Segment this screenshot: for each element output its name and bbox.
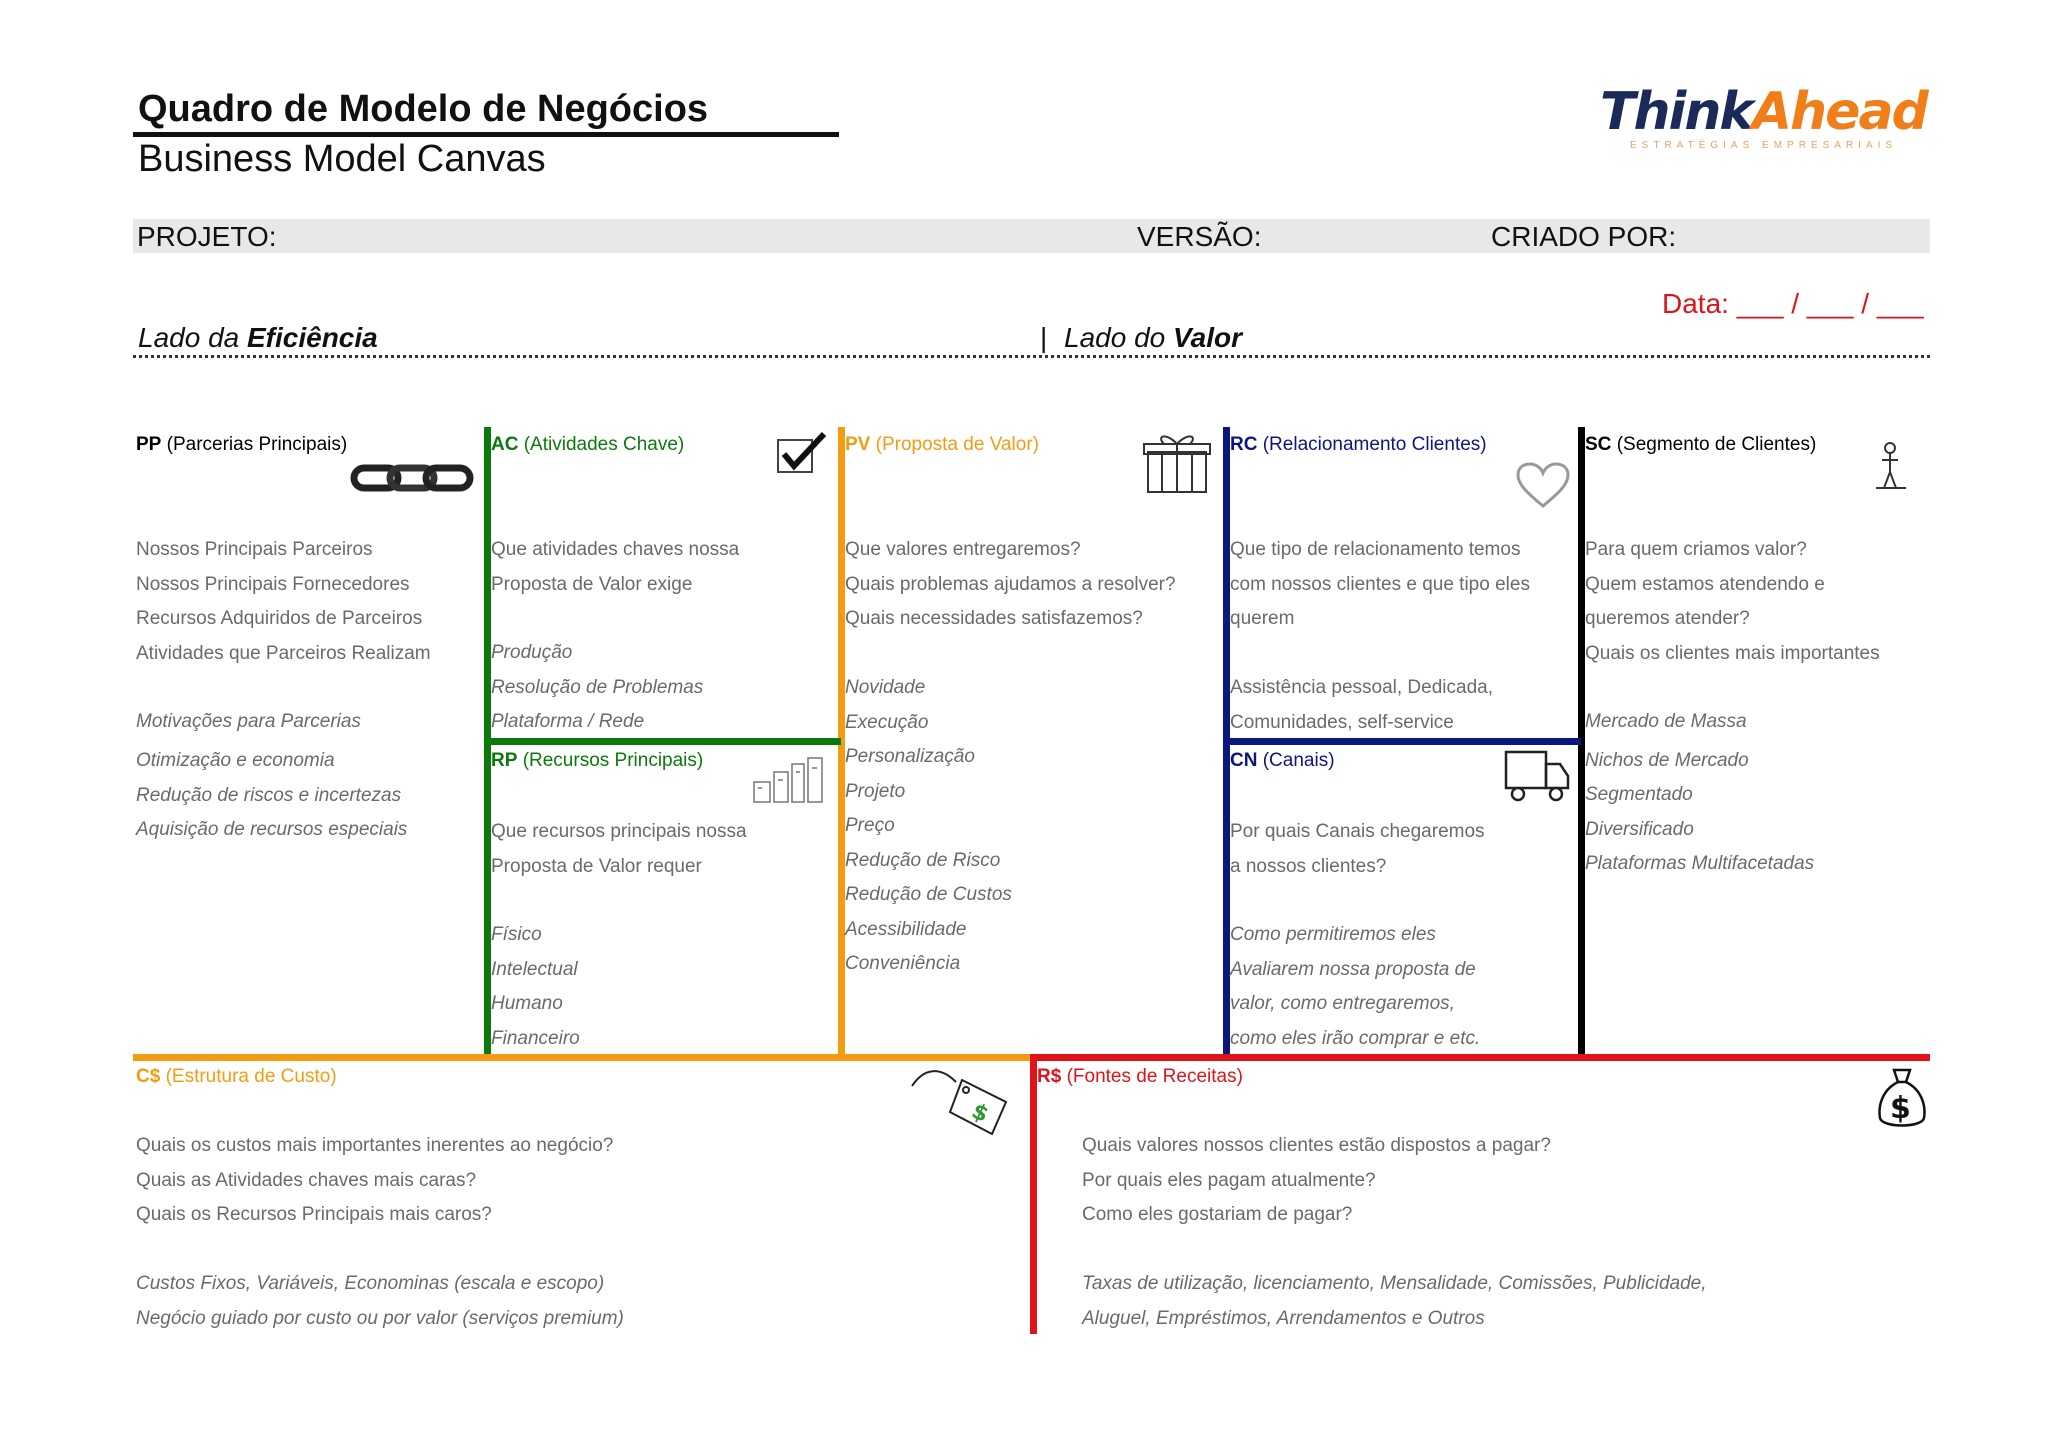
efficiency-side-label bbox=[138, 322, 378, 354]
sc-example: Segmentado bbox=[1585, 784, 1693, 805]
page-subtitle: Business Model Canvas bbox=[138, 138, 546, 180]
rp-example: Financeiro bbox=[491, 1027, 580, 1049]
cn-questions bbox=[1230, 815, 1485, 884]
pv-header bbox=[845, 434, 1039, 456]
rp-example: Intelectual bbox=[491, 958, 578, 980]
rc-question: Que tipo de relacionamento temos bbox=[1230, 539, 1521, 560]
rp-questions bbox=[491, 815, 747, 884]
cn-question: Por quais Canais chegaremos bbox=[1230, 821, 1485, 842]
rs-code: R$ bbox=[1037, 1066, 1062, 1087]
cn-example: Como permitiremos eles bbox=[1230, 924, 1436, 945]
revenue-left-border bbox=[1030, 1054, 1037, 1334]
created-by-label: CRIADO POR: bbox=[1491, 221, 1677, 252]
sc-question: Para quem criamos valor? bbox=[1585, 539, 1807, 560]
sc-question: queremos atender? bbox=[1585, 608, 1750, 629]
cs-name: (Estrutura de Custo) bbox=[165, 1066, 337, 1087]
rc-question: com nossos clientes e que tipo eles bbox=[1230, 573, 1530, 595]
thinkahead-logo bbox=[1600, 82, 1927, 162]
sc-name: (Segmento de Clientes) bbox=[1616, 434, 1817, 455]
rc-example: Comunidades, self-service bbox=[1230, 711, 1454, 733]
rs-header bbox=[1037, 1066, 1243, 1088]
ac-question: Proposta de Valor exige bbox=[491, 573, 693, 595]
pv-name: (Proposta de Valor) bbox=[875, 434, 1039, 455]
rc-question: querem bbox=[1230, 608, 1295, 629]
rc-example: Assistência pessoal, Dedicada, bbox=[1230, 677, 1493, 698]
rp-name: (Recursos Principais) bbox=[522, 750, 704, 771]
sc-questions bbox=[1585, 533, 1880, 671]
ac-example: Plataforma / Rede bbox=[491, 711, 645, 732]
sc-example: Diversificado bbox=[1585, 818, 1694, 840]
ac-examples bbox=[491, 636, 703, 740]
cs-question: Quais os Recursos Principais mais caros? bbox=[136, 1204, 492, 1225]
date-field: Data: ___ / ___ / ___ bbox=[1662, 288, 1924, 319]
pv-example: Redução de Risco bbox=[845, 849, 1001, 871]
logo-ahead-text: Ahead bbox=[1751, 82, 1927, 142]
pp-question: Nossos Principais Parceiros bbox=[136, 539, 373, 560]
pp-example: Otimização e economia bbox=[136, 750, 335, 771]
rp-example: Físico bbox=[491, 924, 542, 945]
cs-code: C$ bbox=[136, 1066, 161, 1087]
logo-tagline: ESTRATÉGIAS EMPRESARIAIS bbox=[1630, 140, 1898, 151]
pp-question: Nossos Principais Fornecedores bbox=[136, 573, 410, 595]
sc-example: Plataformas Multifacetadas bbox=[1585, 853, 1815, 874]
person-icon bbox=[1870, 440, 1910, 492]
cn-code: CN bbox=[1230, 750, 1258, 771]
heart-icon bbox=[1516, 462, 1570, 510]
ac-example: Resolução de Problemas bbox=[491, 676, 704, 698]
rp-examples bbox=[491, 918, 580, 1056]
rs-question: Como eles gostariam de pagar? bbox=[1082, 1204, 1353, 1225]
rs-question: Quais valores nossos clientes estão dispostos a pagar? bbox=[1082, 1135, 1551, 1156]
value-bold: Valor bbox=[1173, 322, 1242, 353]
pv-example: Projeto bbox=[845, 780, 906, 802]
pp-example: Redução de riscos e incertezas bbox=[136, 784, 402, 806]
ac-code: AC bbox=[491, 434, 519, 455]
pp-examples-title: Motivações para Parcerias bbox=[136, 711, 361, 732]
pv-code: PV bbox=[845, 434, 871, 455]
efficiency-prefix: Lado da bbox=[138, 322, 240, 353]
pp-examples bbox=[136, 744, 407, 848]
cn-question: a nossos clientes? bbox=[1230, 855, 1387, 877]
pv-example: Execução bbox=[845, 711, 929, 733]
truck-icon bbox=[1504, 748, 1570, 804]
svg-text:$: $ bbox=[1890, 1091, 1911, 1126]
rc-examples bbox=[1230, 671, 1493, 740]
sc-question: Quem estamos atendendo e bbox=[1585, 573, 1825, 595]
cs-example: Custos Fixos, Variáveis, Econominas (escala e escopo) bbox=[136, 1273, 605, 1294]
price-tag-icon bbox=[910, 1064, 1020, 1136]
value-prefix: Lado do bbox=[1064, 322, 1166, 353]
rp-question: Que recursos principais nossa bbox=[491, 821, 747, 842]
rs-example: Aluguel, Empréstimos, Arrendamentos e Outros bbox=[1082, 1307, 1485, 1329]
chain-icon bbox=[350, 462, 474, 494]
rp-header bbox=[491, 750, 703, 772]
cs-question: Quais os custos mais importantes inerentes ao negócio? bbox=[136, 1135, 614, 1156]
rp-code: RP bbox=[491, 750, 518, 771]
pv-question: Quais necessidades satisfazemos? bbox=[845, 608, 1143, 629]
pv-question: Que valores entregaremos? bbox=[845, 539, 1081, 560]
pv-examples bbox=[845, 671, 1012, 982]
rc-name: (Relacionamento Clientes) bbox=[1262, 434, 1487, 455]
pv-example: Preço bbox=[845, 815, 895, 836]
rs-questions bbox=[1082, 1129, 1551, 1233]
logo-think-text: Think bbox=[1600, 82, 1752, 142]
rp-example: Humano bbox=[491, 993, 563, 1014]
cn-name: (Canais) bbox=[1262, 750, 1335, 771]
cost-top-border bbox=[133, 1054, 1033, 1061]
version-label: VERSÃO: bbox=[1137, 221, 1262, 252]
pp-question: Recursos Adquiridos de Parceiros bbox=[136, 608, 423, 629]
money-bag-icon bbox=[1876, 1066, 1928, 1132]
pp-code: PP bbox=[136, 434, 162, 455]
cs-header bbox=[136, 1066, 337, 1088]
checkmark-icon bbox=[774, 430, 828, 476]
cn-example: valor, como entregaremos, bbox=[1230, 993, 1455, 1014]
pv-example: Redução de Custos bbox=[845, 884, 1012, 905]
cs-questions bbox=[136, 1129, 613, 1233]
cs-examples bbox=[136, 1267, 624, 1336]
rs-example: Taxas de utilização, licenciamento, Mensalidade, Comissões, Publicidade, bbox=[1082, 1273, 1707, 1294]
value-side-label bbox=[1064, 322, 1242, 354]
page-title: Quadro de Modelo de Negócios bbox=[138, 88, 709, 130]
rs-name: (Fontes de Receitas) bbox=[1066, 1066, 1243, 1087]
pv-questions bbox=[845, 533, 1176, 637]
cn-example: como eles irão comprar e etc. bbox=[1230, 1027, 1481, 1049]
pv-example: Conveniência bbox=[845, 953, 961, 974]
pp-name: (Parcerias Principais) bbox=[166, 434, 348, 455]
ac-questions bbox=[491, 533, 739, 602]
sc-example: Nichos de Mercado bbox=[1585, 749, 1749, 771]
title-underline bbox=[133, 132, 839, 137]
rc-code: RC bbox=[1230, 434, 1258, 455]
rs-examples bbox=[1082, 1267, 1707, 1336]
sc-code: SC bbox=[1585, 434, 1612, 455]
pv-example: Acessibilidade bbox=[845, 918, 967, 940]
pp-questions bbox=[136, 533, 431, 671]
dotted-divider bbox=[133, 355, 1930, 358]
sc-question: Quais os clientes mais importantes bbox=[1585, 642, 1880, 664]
ac-name: (Atividades Chave) bbox=[523, 434, 685, 455]
pp-question: Atividades que Parceiros Realizam bbox=[136, 642, 431, 664]
ac-question: Que atividades chaves nossa bbox=[491, 539, 740, 560]
side-separator: | bbox=[1040, 322, 1048, 353]
project-label: PROJETO: bbox=[137, 221, 277, 252]
cn-header bbox=[1230, 750, 1335, 772]
sc-example: Mercado de Massa bbox=[1585, 711, 1747, 732]
pp-example: Aquisição de recursos especiais bbox=[136, 819, 408, 840]
pp-header bbox=[136, 434, 347, 456]
cs-question: Quais as Atividades chaves mais caras? bbox=[136, 1169, 477, 1191]
cs-example: Negócio guiado por custo ou por valor (serviços premium) bbox=[136, 1307, 624, 1329]
cn-examples bbox=[1230, 918, 1480, 1056]
sc-header bbox=[1585, 434, 1816, 456]
efficiency-bold: Eficiência bbox=[247, 322, 378, 353]
rc-questions bbox=[1230, 533, 1530, 637]
rc-header bbox=[1230, 434, 1487, 456]
ac-header bbox=[491, 434, 684, 456]
cn-example: Avaliarem nossa proposta de bbox=[1230, 958, 1476, 980]
factory-icon bbox=[752, 756, 826, 804]
gift-icon bbox=[1142, 430, 1212, 496]
project-info-bar bbox=[133, 219, 1930, 253]
svg-text:$: $ bbox=[967, 1098, 993, 1128]
ac-example: Produção bbox=[491, 642, 573, 663]
rs-question: Por quais eles pagam atualmente? bbox=[1082, 1169, 1376, 1191]
pv-example: Novidade bbox=[845, 677, 926, 698]
sc-examples bbox=[1585, 705, 1814, 882]
rp-question: Proposta de Valor requer bbox=[491, 855, 702, 877]
pv-example: Personalização bbox=[845, 746, 975, 767]
pv-question: Quais problemas ajudamos a resolver? bbox=[845, 573, 1176, 595]
